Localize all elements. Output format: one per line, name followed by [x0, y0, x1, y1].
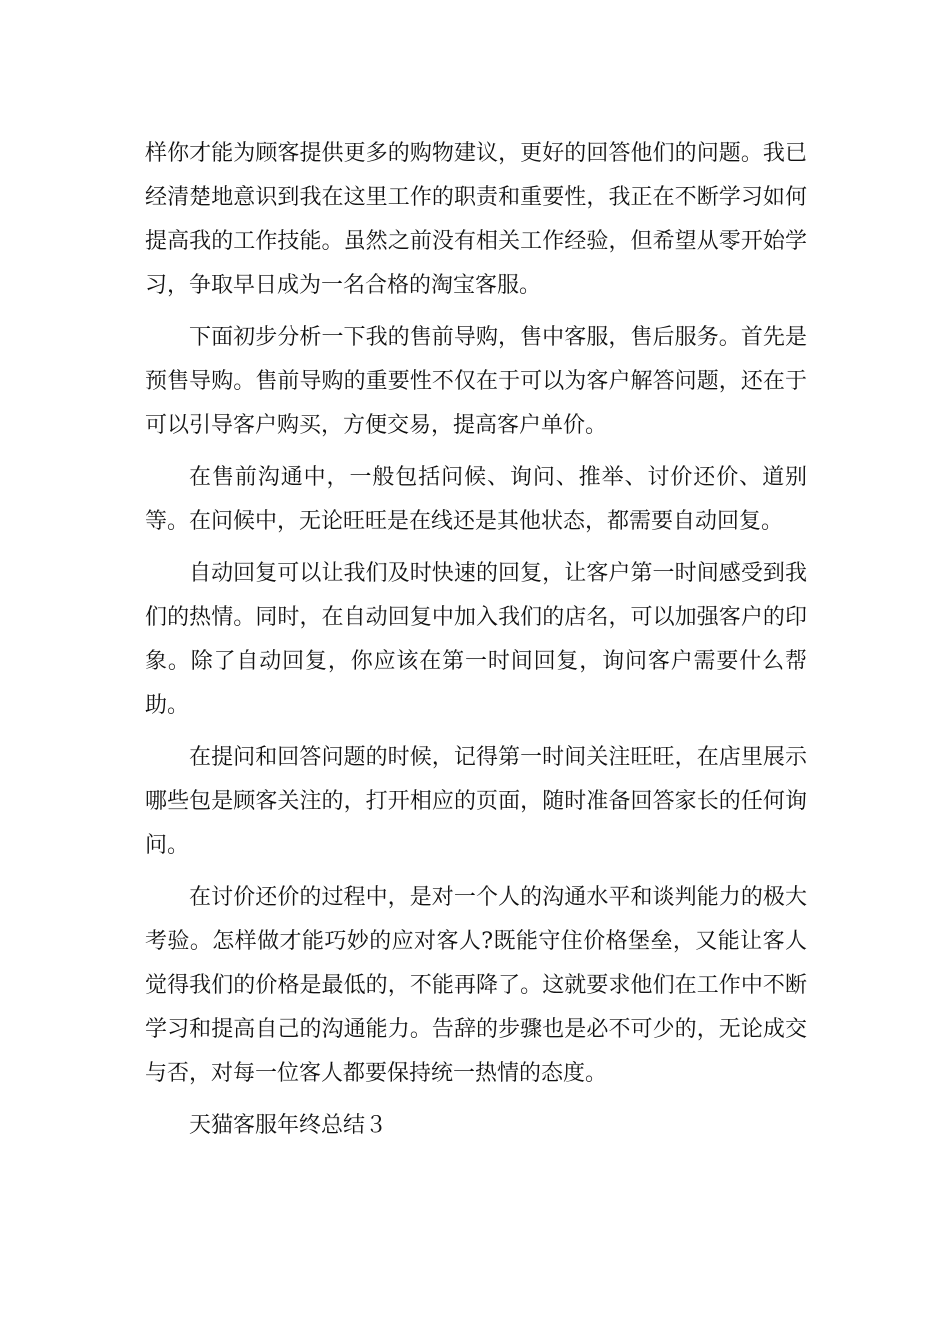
paragraph-questions: 在提问和回答问题的时候，记得第一时间关注旺旺，在店里展示哪些包是顾客关注的，打开相应的页面，随时准备回答家长的任何询问。 — [145, 745, 807, 858]
paragraph-presale-communication: 在售前沟通中，一般包括问候、询问、推举、讨价还价、道别等。在问候中，无论旺旺是在线还是其他状态，都需要自动回复。 — [145, 465, 807, 534]
paragraph-presale-analysis: 下面初步分析一下我的售前导购，售中客服，售后服务。首先是预售导购。售前导购的重要性不仅在于可以为客户解答问题，还在于可以引导客户购买，方便交易，提高客户单价。 — [145, 325, 807, 438]
paragraph-auto-reply: 自动回复可以让我们及时快速的回复，让客户第一时间感受到我们的热情。同时，在自动回复中加入我们的店名，可以加强客户的印象。除了自动回复，你应该在第一时间回复，询问客户需要什么帮助。 — [145, 561, 807, 718]
paragraph-continuation: 样你才能为顾客提供更多的购物建议，更好的回答他们的问题。我已经清楚地意识到我在这里工作的职责和重要性，我正在不断学习如何提高我的工作技能。虽然之前没有相关工作经验，但希望从零开始学习，争取早日成为一名合格的淘宝客服。 — [145, 141, 807, 298]
section-heading: 天猫客服年终总结３ — [189, 1113, 388, 1138]
paragraph-bargaining: 在讨价还价的过程中，是对一个人的沟通水平和谈判能力的极大考验。怎样做才能巧妙的应对客人?既能守住价格堡垒，又能让客人觉得我们的价格是最低的，不能再降了。这就要求他们在工作中不断学习和提高自己的沟通能力。告辞的步骤也是必不可少的，无论成交与否，对每一位客人都要保持统一热情的态度。 — [145, 885, 807, 1086]
document-body — [145, 132, 807, 1148]
